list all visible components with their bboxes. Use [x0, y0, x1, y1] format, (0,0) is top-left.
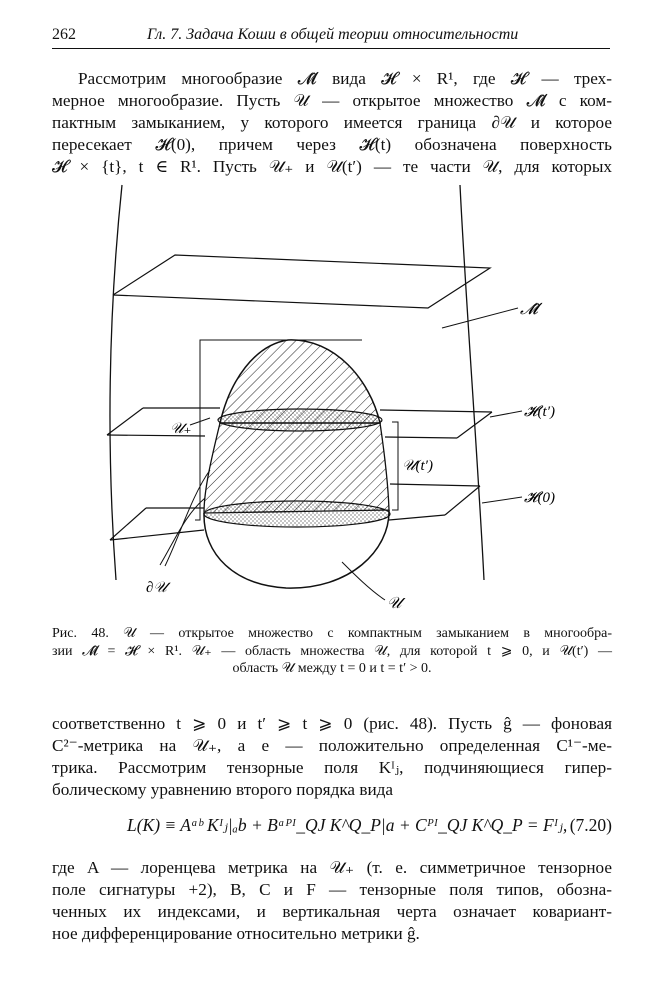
- caption-line: Рис. 48. 𝒰 — открытое множество с компактным замыканием в многообра-: [52, 626, 612, 641]
- label-M-hat: 𝓜̂: [520, 301, 538, 318]
- caption-line: область 𝒰 между t = 0 и t = t′ > 0.: [232, 661, 432, 676]
- manifold-boundary-left: [110, 185, 122, 580]
- region-U-t: [204, 423, 389, 513]
- equation-7-20: [52, 815, 612, 841]
- bracket-U-t: [392, 422, 398, 510]
- paragraph-metric: [52, 713, 612, 801]
- text-line: ное дифференцирование относительно метрики ĝ.: [52, 924, 420, 943]
- text-line: C²⁻-метрика на 𝒰₊, а e — положительно определенная C¹⁻-ме-: [52, 736, 612, 755]
- text-line: мерное многообразие. Пусть 𝒰 — открытое множество 𝓜̂ с ком-: [52, 91, 612, 110]
- plane-top: [113, 255, 490, 308]
- section-ellipse-lower: [204, 501, 390, 527]
- text-line: пактным замыканием, у которого имеется граница ∂𝒰 и которое: [52, 113, 612, 132]
- text-line: болическому уравнению второго порядка вида: [52, 780, 394, 799]
- caption-line: зии 𝓜̂ = 𝓗 × R¹. 𝒰₊ — область множества 𝒰, для которой t ⩾ 0, и 𝒰(t′) —: [52, 643, 612, 659]
- text-line: поле сигнатуры +2), B, C и F — тензорные поля типов, обозна-: [52, 880, 612, 899]
- header-rule: [52, 48, 610, 49]
- equation-body: L(K) ≡ Aᵃᵇ Kᴵⱼ|ₐb + Bᵃᴾᴵ_QJ K^Q_P|a + Cᴾᴵ_QJ K^Q_P = Fᴵⱼ,: [127, 815, 568, 835]
- text-line: трика. Рассмотрим тензорные поля Kᴵⱼ, подчиняющиеся гипер-: [52, 758, 612, 777]
- label-H-t: 𝓗(t′): [524, 404, 555, 420]
- manifold-boundary-right: [460, 185, 484, 580]
- pointer-M-hat: [442, 308, 518, 328]
- label-U: 𝒰: [387, 595, 402, 612]
- paragraph-intro: [52, 68, 612, 178]
- label-dU: ∂𝒰: [146, 580, 167, 596]
- equation-number: (7.20): [569, 815, 612, 835]
- page-header: [52, 26, 610, 50]
- pointer-U: [342, 562, 385, 600]
- text-line: пересекает 𝓗(0), причем через 𝓗(t) обозначена поверхность: [52, 135, 612, 154]
- text-line: ченных их индексами, и вертикальная черта означает ковариант-: [52, 902, 612, 921]
- page-number: 262: [52, 26, 76, 43]
- label-H-0: 𝓗(0): [524, 490, 556, 506]
- pointer-H-t: [490, 411, 522, 417]
- running-title: Гл. 7. Задача Коши в общей теории относительности: [147, 26, 519, 43]
- label-U-t: 𝒰(t′): [402, 458, 433, 474]
- text-line: 𝓗 × {t}, t ∈ R¹. Пусть 𝒰₊ и 𝒰(t′) — те части 𝒰, для которых: [52, 157, 612, 176]
- text-line: соответственно t ⩾ 0 и t′ ⩾ t ⩾ 0 (рис. 48). Пусть ĝ — фоновая: [52, 714, 612, 733]
- text-line: Рассмотрим многообразие 𝓜̂ вида 𝓗 × R¹, где 𝓗 — трех-: [78, 69, 612, 88]
- text-line: где A — лоренцева метрика на 𝒰₊ (т. е. симметричное тензорное: [52, 858, 612, 877]
- paragraph-definitions: [52, 857, 612, 945]
- figure-caption: [52, 625, 612, 678]
- section-ellipse-upper: [218, 409, 382, 431]
- label-U-plus: 𝒰₊: [170, 421, 192, 437]
- figure-48: [80, 180, 590, 620]
- pointer-H-0: [482, 497, 522, 503]
